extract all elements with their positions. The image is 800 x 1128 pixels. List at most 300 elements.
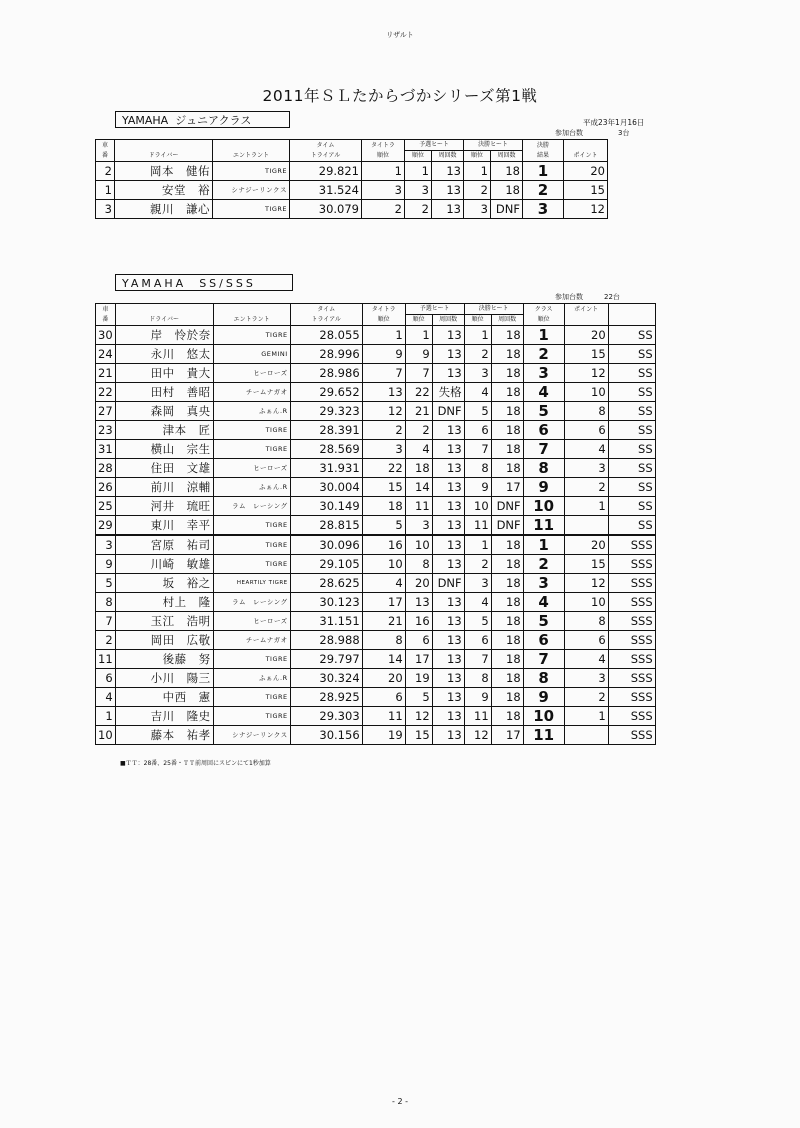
event-date: 平成23年1月16日 [583,118,645,127]
entrant-name: TIGRE [213,555,290,574]
heat-laps: 13 [432,421,464,440]
final-position: 1 [464,535,491,555]
entrant-name: GEMINI [213,345,290,364]
time-trial: 31.931 [290,459,362,478]
heat-laps: DNF [432,402,464,421]
heat-laps: DNF [432,574,464,593]
table-row [96,574,656,593]
points: 4 [564,440,608,459]
class-rank: 5 [523,402,564,421]
class-label: SS [608,402,655,421]
points: 8 [564,612,608,631]
final-position: 1 [464,326,491,345]
heat-position: 13 [405,593,432,612]
final-position: 2 [464,555,491,574]
tt-rank: 12 [362,402,405,421]
table-row [96,535,656,555]
table-row [96,478,656,497]
table-row [96,200,608,219]
driver-name: 永川 悠太 [115,345,213,364]
entrant-name: ふぁん.R [213,402,290,421]
class-rank: 8 [523,459,564,478]
final-laps: 18 [491,535,523,555]
class-label: SS [608,440,655,459]
entrant-name: シナジーリンクス [213,726,290,745]
final-laps: 18 [491,631,523,650]
points: 1 [564,707,608,726]
heat-position: 15 [405,726,432,745]
final-position: 7 [464,440,491,459]
final-position: 10 [464,497,491,516]
heat-position: 10 [405,535,432,555]
class-label: SS [608,326,655,345]
car-number: 7 [96,612,116,631]
class-rank: 9 [523,478,564,497]
class-rank: 10 [523,707,564,726]
heat-position: 7 [405,364,432,383]
ss-entries-label: 参加台数 [555,293,583,301]
class-label: SSS [608,707,655,726]
class-label: SS [608,345,655,364]
junior-class-name: YAMAHA ジュニアクラス [115,111,290,128]
tt-rank: 6 [362,688,405,707]
class-label: SS [608,478,655,497]
final-laps: 18 [491,402,523,421]
points: 12 [564,200,608,219]
driver-name: 横山 宗生 [115,440,213,459]
final-position: 9 [464,688,491,707]
final-laps: 18 [491,688,523,707]
table-row [96,181,608,200]
class-label: SSS [608,555,655,574]
entrant-name: ヒーローズ [213,459,290,478]
heat-laps: 13 [432,200,464,219]
junior-results-table [95,139,608,219]
col-time: タイム [290,140,362,151]
class-rank: 8 [523,669,564,688]
class-rank: 3 [523,364,564,383]
entrant-name: チームナガオ [213,631,290,650]
class-label: SSS [608,612,655,631]
class-rank: 3 [523,574,564,593]
points: 12 [564,574,608,593]
heat-laps: 13 [432,181,464,200]
tt-rank: 5 [362,516,405,536]
time-trial: 28.391 [290,421,362,440]
final-position: 5 [464,402,491,421]
junior-header: 車 タイム タイトラ 予選ヒート 決勝ヒート 決勝 番 ドライバー エントラント トライアル 順位 順位 周回数 順位 周回数 結果 ポイント [96,140,608,162]
heat-position: 3 [405,516,432,536]
tt-rank: 22 [362,459,405,478]
points: 12 [564,364,608,383]
driver-name: 川崎 敏雄 [115,555,213,574]
time-trial: 29.821 [290,162,362,181]
heat-laps: 13 [432,612,464,631]
time-trial: 28.925 [290,688,362,707]
driver-name: 小川 陽三 [115,669,213,688]
points: 2 [564,478,608,497]
car-number: 22 [96,383,116,402]
ss-class-name: YAMAHA SS/SSS [115,274,293,291]
col-heat: 予選ヒート [405,140,464,151]
points: 8 [564,402,608,421]
driver-name: 安堂 裕 [115,181,213,200]
heat-laps: 13 [432,707,464,726]
heat-position: 1 [405,326,432,345]
final-laps: 18 [491,383,523,402]
points: 15 [564,555,608,574]
car-number: 24 [96,345,116,364]
heat-position: 6 [405,631,432,650]
entrant-name: シナジーリンクス [213,181,290,200]
entrant-name: TIGRE [213,650,290,669]
entrant-name: チームナガオ [213,383,290,402]
page-number: - 2 - [392,1097,408,1106]
heat-position: 20 [405,574,432,593]
entrant-name: TIGRE [213,421,290,440]
class-rank: 4 [523,383,564,402]
points: 20 [564,326,608,345]
final-position: 4 [464,593,491,612]
class-rank: 6 [523,631,564,650]
heat-position: 14 [405,478,432,497]
tt-rank: 1 [362,162,405,181]
heat-laps: 13 [432,688,464,707]
heat-laps: 13 [432,669,464,688]
final-laps: 18 [491,345,523,364]
car-number: 1 [96,707,116,726]
table-row [96,688,656,707]
final-position: 3 [464,574,491,593]
footnote: ■ＴＴ：28番、25番・ＴＴ前周回にスピンにて1秒加算 [120,760,271,767]
final-position: 7 [464,650,491,669]
time-trial: 31.151 [290,612,362,631]
driver-name: 田中 貴大 [115,364,213,383]
tt-rank: 2 [362,200,405,219]
heat-position: 12 [405,707,432,726]
time-trial: 30.004 [290,478,362,497]
final-position: 6 [464,421,491,440]
heat-laps: 13 [432,631,464,650]
table-row [96,421,656,440]
junior-entries-label: 参加台数 [555,129,583,137]
car-number: 1 [96,181,115,200]
table-row [96,497,656,516]
tt-rank: 2 [362,421,405,440]
entrant-name: ふぁん.R [213,478,290,497]
time-trial: 28.625 [290,574,362,593]
tt-rank: 15 [362,478,405,497]
class-label: SSS [608,688,655,707]
time-trial: 30.079 [290,200,362,219]
table-row [96,440,656,459]
ss-rows [96,326,656,745]
heat-laps: 13 [432,364,464,383]
class-label: SSS [608,593,655,612]
time-trial: 28.569 [290,440,362,459]
final-position: 3 [464,200,491,219]
class-rank: 10 [523,497,564,516]
tt-rank: 17 [362,593,405,612]
class-label: SSS [608,574,655,593]
time-trial: 28.055 [290,326,362,345]
class-rank: 1 [523,535,564,555]
class-rank: 7 [523,440,564,459]
tt-rank: 7 [362,364,405,383]
heat-position: 3 [405,181,432,200]
points: 1 [564,497,608,516]
heat-position: 8 [405,555,432,574]
final-laps: 18 [491,555,523,574]
final-laps: 18 [491,593,523,612]
tt-rank: 14 [362,650,405,669]
final-laps: 18 [491,440,523,459]
heat-position: 1 [405,162,432,181]
class-rank: 1 [523,326,564,345]
points: 15 [564,345,608,364]
time-trial: 28.815 [290,516,362,536]
entrant-name: TIGRE [213,688,290,707]
junior-entries-value: 3台 [618,129,630,137]
car-number: 9 [96,555,116,574]
table-row [96,555,656,574]
tt-rank: 10 [362,555,405,574]
driver-name: 田村 善昭 [115,383,213,402]
class-label: SS [608,497,655,516]
ss-entries-value: 22台 [604,293,620,301]
points: 6 [564,421,608,440]
final-result: 1 [523,162,564,181]
heat-position: 21 [405,402,432,421]
car-number: 25 [96,497,116,516]
heat-laps: 13 [432,593,464,612]
ss-results-table [95,303,656,745]
driver-name: 藤本 祐孝 [115,726,213,745]
heat-position: 5 [405,688,432,707]
class-rank: 11 [523,516,564,536]
car-number: 5 [96,574,116,593]
car-number: 2 [96,162,115,181]
class-label: SS [608,421,655,440]
final-laps: 17 [491,726,523,745]
final-laps: 18 [491,459,523,478]
final-laps: 17 [491,478,523,497]
table-row [96,631,656,650]
car-number: 23 [96,421,116,440]
points: 15 [564,181,608,200]
class-label: SS [608,459,655,478]
class-rank: 9 [523,688,564,707]
driver-name: 住田 文雄 [115,459,213,478]
points: 10 [564,593,608,612]
driver-name: 吉川 隆史 [115,707,213,726]
final-position: 3 [464,364,491,383]
entrant-name: TIGRE [213,162,290,181]
driver-name: 津本 匠 [115,421,213,440]
table-row [96,162,608,181]
driver-name: 岡田 広敬 [115,631,213,650]
car-number: 31 [96,440,116,459]
table-row [96,402,656,421]
entrant-name: TIGRE [213,440,290,459]
driver-name: 岸 怜於奈 [115,326,213,345]
col-tt: タイトラ [362,140,405,151]
table-row [96,364,656,383]
driver-name: 森岡 真央 [115,402,213,421]
final-position: 6 [464,631,491,650]
entrant-name: TIGRE [213,535,290,555]
time-trial: 30.156 [290,726,362,745]
entrant-name: TIGRE [213,326,290,345]
points: 2 [564,688,608,707]
class-label: SSS [608,669,655,688]
entrant-name: ふぁん.R [213,669,290,688]
final-laps: 18 [491,574,523,593]
points: 3 [564,669,608,688]
heat-position: 2 [405,421,432,440]
tt-rank: 3 [362,181,405,200]
final-laps: 18 [491,181,523,200]
car-number: 8 [96,593,116,612]
driver-name: 宮原 祐司 [115,535,213,555]
heat-position: 9 [405,345,432,364]
col-result: 決勝 [523,140,564,151]
car-number: 11 [96,650,116,669]
time-trial: 30.324 [290,669,362,688]
table-row [96,707,656,726]
heat-laps: 13 [432,650,464,669]
class-rank: 7 [523,650,564,669]
col-car: 車 [96,140,115,151]
heat-position: 18 [405,459,432,478]
class-rank: 2 [523,345,564,364]
driver-name: 親川 謙心 [115,200,213,219]
car-number: 3 [96,535,116,555]
time-trial: 28.996 [290,345,362,364]
class-label: SS [608,364,655,383]
points [564,726,608,745]
tt-rank: 19 [362,726,405,745]
entrant-name: ラム レーシング [213,593,290,612]
entrant-name: ヒーローズ [213,612,290,631]
table-row [96,593,656,612]
points: 10 [564,383,608,402]
time-trial: 29.323 [290,402,362,421]
final-position: 9 [464,478,491,497]
heat-laps: 13 [432,726,464,745]
final-result: 3 [523,200,564,219]
table-row [96,516,656,536]
car-number: 27 [96,402,116,421]
time-trial: 30.123 [290,593,362,612]
driver-name: 玉江 浩明 [115,612,213,631]
final-laps: 18 [491,612,523,631]
table-row [96,650,656,669]
final-laps: DNF [491,200,523,219]
final-laps: DNF [491,497,523,516]
driver-name: 坂 裕之 [115,574,213,593]
final-position: 2 [464,345,491,364]
driver-name: 河井 琉旺 [115,497,213,516]
class-label: SS [608,516,655,536]
time-trial: 31.524 [290,181,362,200]
driver-name: 中西 憲 [115,688,213,707]
table-row [96,383,656,402]
table-row [96,326,656,345]
final-position: 8 [464,459,491,478]
tt-rank: 4 [362,574,405,593]
heat-laps: 失格 [432,383,464,402]
tt-rank: 13 [362,383,405,402]
final-laps: 18 [491,650,523,669]
class-label: SSS [608,631,655,650]
time-trial: 29.652 [290,383,362,402]
final-laps: 18 [491,162,523,181]
heat-laps: 13 [432,516,464,536]
final-laps: 18 [491,669,523,688]
time-trial: 29.303 [290,707,362,726]
time-trial: 30.096 [290,535,362,555]
class-rank: 2 [523,555,564,574]
car-number: 2 [96,631,116,650]
car-number: 26 [96,478,116,497]
car-number: 4 [96,688,116,707]
header-label: リザルト [386,31,414,39]
final-position: 11 [464,516,491,536]
tt-rank: 1 [362,326,405,345]
final-laps: DNF [491,516,523,536]
heat-laps: 13 [432,497,464,516]
table-row [96,669,656,688]
heat-laps: 13 [432,478,464,497]
class-rank: 6 [523,421,564,440]
final-position: 4 [464,383,491,402]
final-position: 5 [464,612,491,631]
heat-laps: 13 [432,459,464,478]
points [564,516,608,536]
entrant-name: TIGRE [213,707,290,726]
entrant-name: TIGRE [213,200,290,219]
tt-rank: 21 [362,612,405,631]
final-position: 2 [464,181,491,200]
class-rank: 5 [523,612,564,631]
tt-rank: 16 [362,535,405,555]
page-title: 2011年ＳＬたからづかシリーズ第1戦 [262,87,538,105]
final-position: 1 [464,162,491,181]
final-laps: 18 [491,326,523,345]
final-laps: 18 [491,364,523,383]
car-number: 28 [96,459,116,478]
tt-rank: 11 [362,707,405,726]
tt-rank: 20 [362,669,405,688]
class-label: SSS [608,726,655,745]
final-position: 8 [464,669,491,688]
points: 20 [564,162,608,181]
car-number: 3 [96,200,115,219]
car-number: 29 [96,516,116,536]
points: 3 [564,459,608,478]
entrant-name: ラム レーシング [213,497,290,516]
driver-name: 後藤 努 [115,650,213,669]
final-position: 12 [464,726,491,745]
heat-position: 4 [405,440,432,459]
driver-name: 東川 幸平 [115,516,213,536]
heat-position: 19 [405,669,432,688]
class-label: SSS [608,650,655,669]
car-number: 30 [96,326,116,345]
driver-name: 前川 涼輔 [115,478,213,497]
time-trial: 28.988 [290,631,362,650]
